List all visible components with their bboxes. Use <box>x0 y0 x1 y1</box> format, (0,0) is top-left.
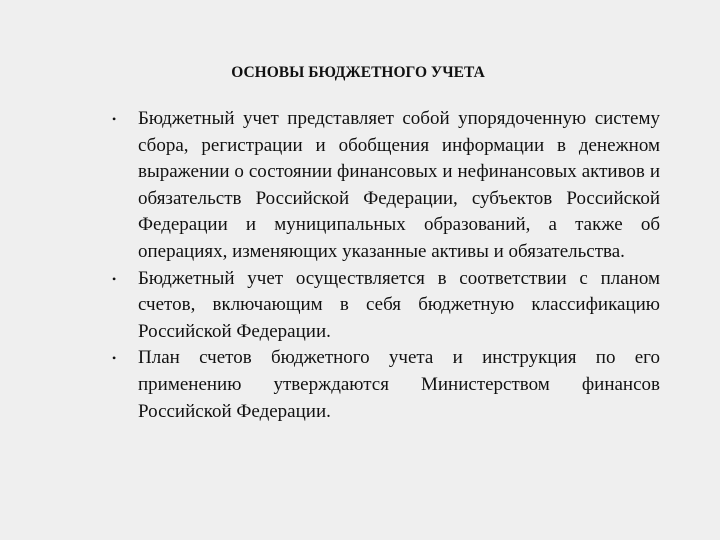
list-item <box>112 266 660 346</box>
bullet-list <box>112 106 660 425</box>
title-text: ОСНОВЫ БЮДЖЕТНОГО УЧЕТА <box>231 64 485 81</box>
list-item-text: Бюджетный учет представляет собой упорядоченную систему сбора, регистрации и обобщения информации в денежном выражении о состоянии финансовых и нефинансовых активов и обязательств Российской Федерации, субъектов Российской Федерации и муниципальных образований, а также об операциях, изменяющих указанные активы и обязательства. <box>138 108 660 262</box>
bullet-icon: • <box>112 271 117 286</box>
list-item-text: План счетов бюджетного учета и инструкция по его применению утверждаются Министерством финансов Российской Федерации. <box>138 347 660 422</box>
page-title <box>0 64 720 82</box>
bullet-icon: • <box>112 351 117 366</box>
list-item <box>112 106 660 266</box>
list-item <box>112 345 660 425</box>
list-item-text: Бюджетный учет осуществляется в соответствии с планом счетов, включающим в себя бюджетную классификацию Российской Федерации. <box>138 267 660 342</box>
bullet-icon: • <box>112 112 117 126</box>
